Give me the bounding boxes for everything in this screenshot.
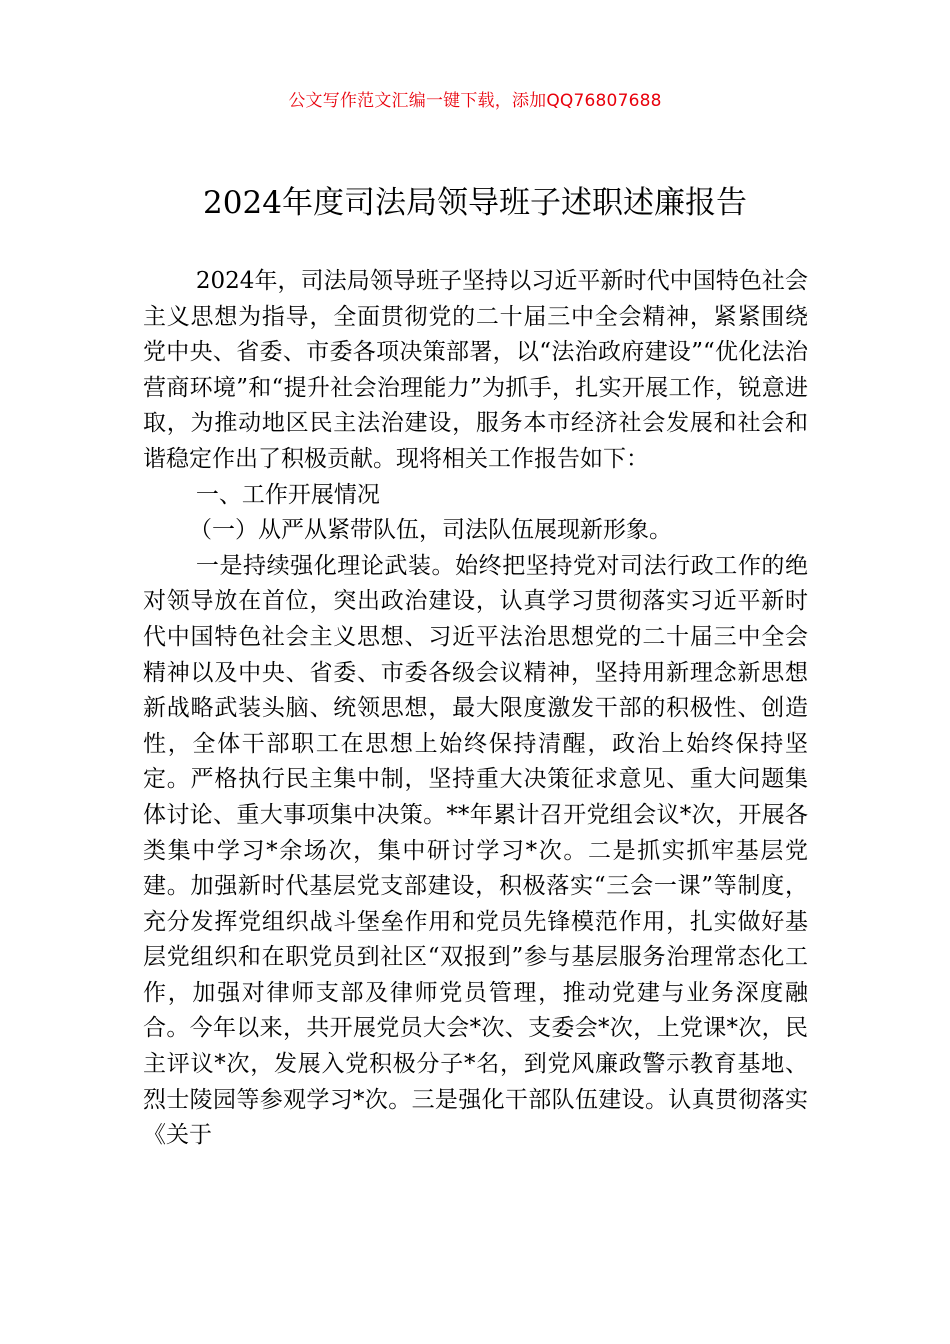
subsection-heading-team-building: （一）从严从紧带队伍，司法队伍展现新形象。: [189, 517, 672, 544]
promo-header-note: 公文写作范文汇编一键下载，添加QQ76807688: [288, 91, 662, 111]
section-heading-work-overview: 一、工作开展情况: [195, 481, 380, 508]
document-title: 2024年度司法局领导班子述职述廉报告: [203, 185, 747, 221]
intro-paragraph: 2024年，司法局领导班子坚持以习近平新时代中国特色社会主义思想为指导，全面贯彻党的二十届三中全会精神，紧紧围绕党中央、省委、市委各项决策部署，以“法治政府建设”“优化法治营商环境”和“提升社会治理能力”为抓手，扎实开展工作，锐意进取，为推动地区民主法治建设，服务本市经济社会发展和社会和谐稳定作出了积极贡献。现将相关工作报告如下：: [143, 268, 808, 472]
document-body: [143, 264, 808, 1154]
body-paragraph-team-building: 一是持续强化理论武装。始终把坚持党对司法行政工作的绝对领导放在首位，突出政治建设，认真学习贯彻落实习近平新时代中国特色社会主义思想、习近平法治思想党的二十届三中全会精神以及中央、省委、市委各级会议精神，坚持用新理念新思想新战略武装头脑、统领思想，最大限度激发干部的积极性、创造性，全体干部职工在思想上始终保持清醒，政治上始终保持坚定。严格执行民主集中制，坚持重大决策征求意见、重大问题集体讨论、重大事项集中决策。**年累计召开党组会议*次，开展各类集中学习*余场次，集中研讨学习*次。二是抓实抓牢基层党建。加强新时代基层党支部建设，积极落实“三会一课”等制度，充分发挥党组织战斗堡垒作用和党员先锋模范作用，扎实做好基层党组织和在职党员到社区“双报到”参与基层服务治理常态化工作，加强对律师支部及律师党员管理，推动党建与业务深度融合。今年以来，共开展党员大会*次、支委会*次，上党课*次，民主评议*次，发展入党积极分子*名，到党风廉政警示教育基地、烈士陵园等参观学习*次。三是强化干部队伍建设。认真贯彻落实《关于: [143, 552, 809, 1149]
